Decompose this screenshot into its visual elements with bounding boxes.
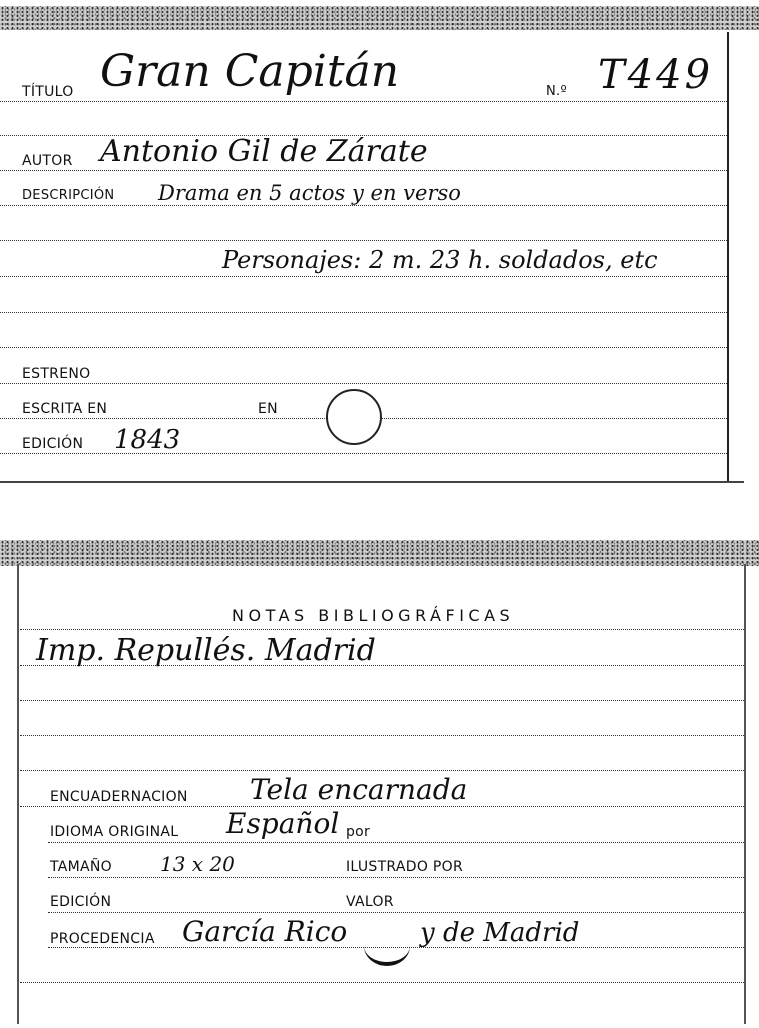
ruled-line	[48, 912, 744, 913]
ruled-line	[0, 276, 727, 277]
ruled-line	[20, 806, 744, 807]
back-edicion-label: EDICIÓN	[50, 894, 112, 910]
idioma-value: Español	[226, 807, 340, 840]
titulo-value: Gran Capitán	[100, 46, 400, 97]
ilustrado-label: ILUSTRADO POR	[346, 859, 463, 875]
ruled-line	[0, 347, 727, 348]
edicion-value: 1843	[114, 425, 181, 455]
ruled-line	[0, 383, 727, 384]
front-card	[0, 0, 759, 494]
tamano-value: 13 x 20	[160, 852, 235, 876]
card-top-edge	[0, 6, 759, 30]
ruled-line	[0, 240, 727, 241]
ruled-line	[0, 170, 727, 171]
ruled-line	[0, 453, 727, 454]
idioma-label: IDIOMA ORIGINAL	[50, 824, 179, 840]
card-left-edge	[17, 564, 19, 1024]
ruled-line	[0, 205, 727, 206]
procedencia-value-2: y de Madrid	[420, 918, 580, 948]
titulo-label: TÍTULO	[22, 84, 74, 100]
autor-value: Antonio Gil de Zárate	[100, 134, 428, 169]
punch-hole	[326, 389, 382, 445]
numero-value: T449	[598, 52, 714, 98]
ruled-line	[0, 312, 727, 313]
procedencia-label: PROCEDENCIA	[50, 931, 155, 947]
encuadernacion-label: ENCUADERNACION	[50, 789, 188, 805]
ruled-line	[20, 735, 744, 736]
descripcion-label: DESCRIPCIÓN	[22, 188, 115, 203]
card-top-edge	[0, 540, 759, 566]
ruled-line	[20, 770, 744, 771]
numero-label: N.º	[546, 84, 567, 99]
card-bottom-edge	[0, 481, 744, 483]
notas-heading: NOTAS BIBLIOGRÁFICAS	[232, 606, 515, 625]
edicion-label: EDICIÓN	[22, 436, 84, 452]
en-label: EN	[258, 401, 278, 417]
note-line-1: Imp. Repullés. Madrid	[36, 633, 376, 668]
ruled-line	[48, 842, 744, 843]
escrita-en-label: ESCRITA EN	[22, 401, 108, 417]
ruled-line	[20, 629, 744, 630]
card-right-edge	[744, 564, 746, 1024]
ruled-line	[48, 877, 744, 878]
por-label: por	[346, 824, 371, 840]
card-right-edge	[727, 32, 729, 482]
tamano-label: TAMAÑO	[50, 859, 112, 875]
procedencia-value-1: García Rico	[182, 915, 348, 948]
descripcion-value: Drama en 5 actos y en verso	[158, 181, 461, 205]
estreno-label: ESTRENO	[22, 366, 91, 382]
encuadernacion-value: Tela encarnada	[250, 773, 468, 806]
autor-label: AUTOR	[22, 153, 73, 169]
ruled-line	[20, 982, 744, 983]
valor-label: VALOR	[346, 894, 394, 910]
back-card	[0, 536, 759, 1028]
ruled-line	[20, 700, 744, 701]
ink-blot	[364, 926, 410, 966]
descripcion-value-2: Personajes: 2 m. 23 h. soldados, etc	[222, 246, 658, 274]
ruled-line	[0, 101, 727, 102]
